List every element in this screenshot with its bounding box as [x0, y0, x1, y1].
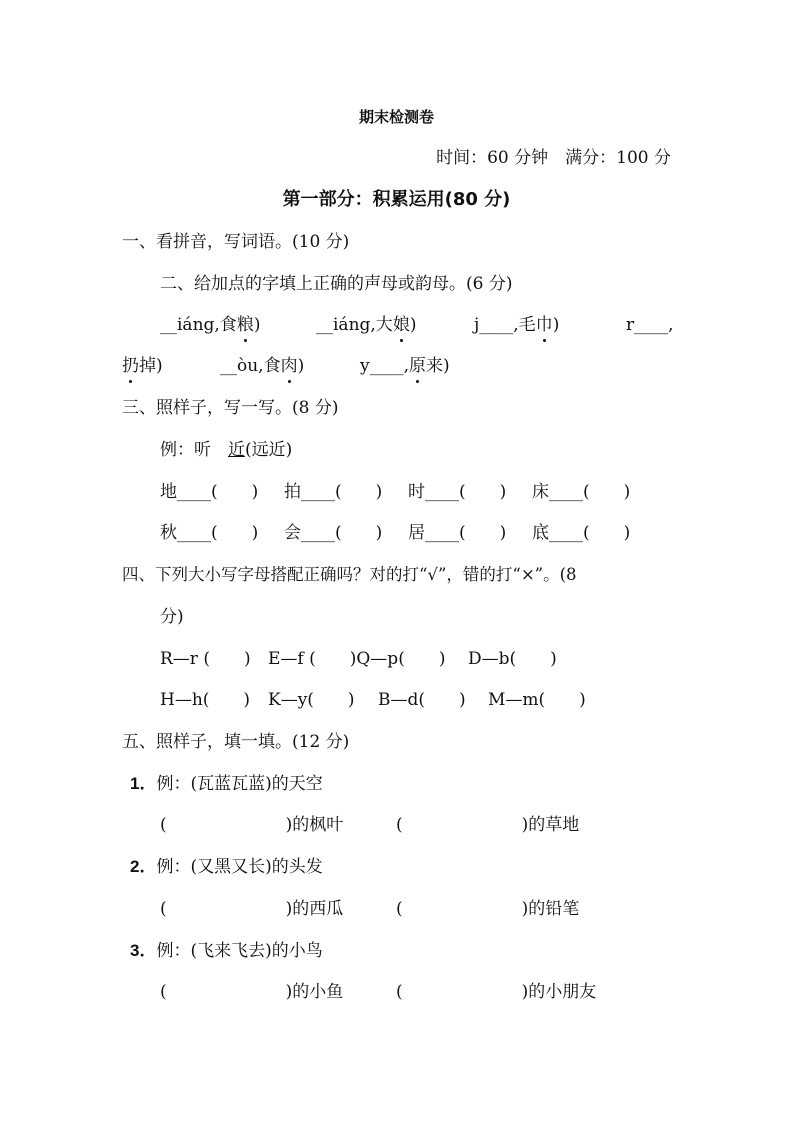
q5-example: 1．例：(瓦蓝瓦蓝)的天空: [130, 774, 323, 794]
q3-example: 例：听 近(远近): [160, 440, 293, 460]
q3-heading: 三、照样子，写一写。(8 分): [122, 398, 339, 418]
q5-blank[interactable]: ( )的草地: [396, 815, 580, 835]
q3-blank[interactable]: 时____( ): [408, 482, 507, 502]
q4-heading-cont: 分): [160, 607, 184, 627]
q5-heading: 五、照样子，填一填。(12 分): [122, 732, 350, 752]
q5-blank[interactable]: ( )的枫叶: [160, 815, 344, 835]
q1-heading: 一、看拼音，写词语。(10 分): [122, 232, 350, 252]
q4-heading: 四、下列大小写字母搭配正确吗？对的打“√”，错的打“×”。(8: [122, 565, 577, 584]
q3-blank[interactable]: 会____( ): [284, 523, 383, 543]
q2-item: j____,毛巾): [474, 315, 560, 335]
q3-blank[interactable]: 拍____( ): [284, 482, 383, 502]
q2-item: __iáng,大娘): [316, 315, 417, 335]
q3-blank[interactable]: 床____( ): [532, 482, 631, 502]
part-heading: 第一部分：积累运用(80 分): [282, 189, 511, 210]
q4-item[interactable]: R—r ( ): [160, 649, 251, 669]
q3-blank[interactable]: 秋____( ): [160, 523, 259, 543]
dotted-char: 粮: [236, 315, 254, 335]
q2-item: 扔掉): [122, 356, 163, 376]
q2-heading: 二、给加点的字填上正确的声母或韵母。(6 分): [160, 274, 513, 294]
q3-blank[interactable]: 底____( ): [532, 523, 631, 543]
q5-blank[interactable]: ( )的铅笔: [396, 899, 580, 919]
q2-item: r____,: [626, 315, 674, 335]
q5-blank[interactable]: ( )的西瓜: [160, 899, 344, 919]
dotted-char: 扔: [122, 356, 139, 376]
q2-item: __òu,食肉): [220, 356, 305, 376]
q3-blank[interactable]: 地____( ): [160, 482, 259, 502]
q4-item[interactable]: M—m( ): [488, 690, 586, 710]
dotted-char: 巾: [535, 315, 553, 335]
q4-item[interactable]: E—f ( )Q—p( ): [268, 649, 446, 669]
exam-meta: 时间：60 分钟 满分：100 分: [436, 148, 671, 168]
q4-item[interactable]: D—b( ): [468, 649, 557, 669]
q5-blank[interactable]: ( )的小朋友: [396, 982, 597, 1002]
q5-blank[interactable]: ( )的小鱼: [160, 982, 344, 1002]
q4-item[interactable]: K—y( ): [268, 690, 355, 710]
dotted-char: 肉: [280, 356, 298, 376]
dotted-char: 原: [409, 356, 427, 376]
dotted-char: 娘: [392, 315, 410, 335]
q3-blank[interactable]: 居____( ): [408, 523, 507, 543]
q4-item[interactable]: B—d( ): [378, 690, 466, 710]
q4-item[interactable]: H—h( ): [160, 690, 251, 710]
q2-item: y____,原来): [360, 356, 450, 376]
q5-example: 2．例：(又黑又长)的头发: [130, 857, 323, 877]
q5-example: 3．例：(飞来飞去)的小鸟: [130, 941, 323, 961]
page-title: 期末检测卷: [358, 108, 434, 126]
q2-item: __iáng,食粮): [160, 315, 261, 335]
example-answer: 近: [228, 440, 245, 460]
